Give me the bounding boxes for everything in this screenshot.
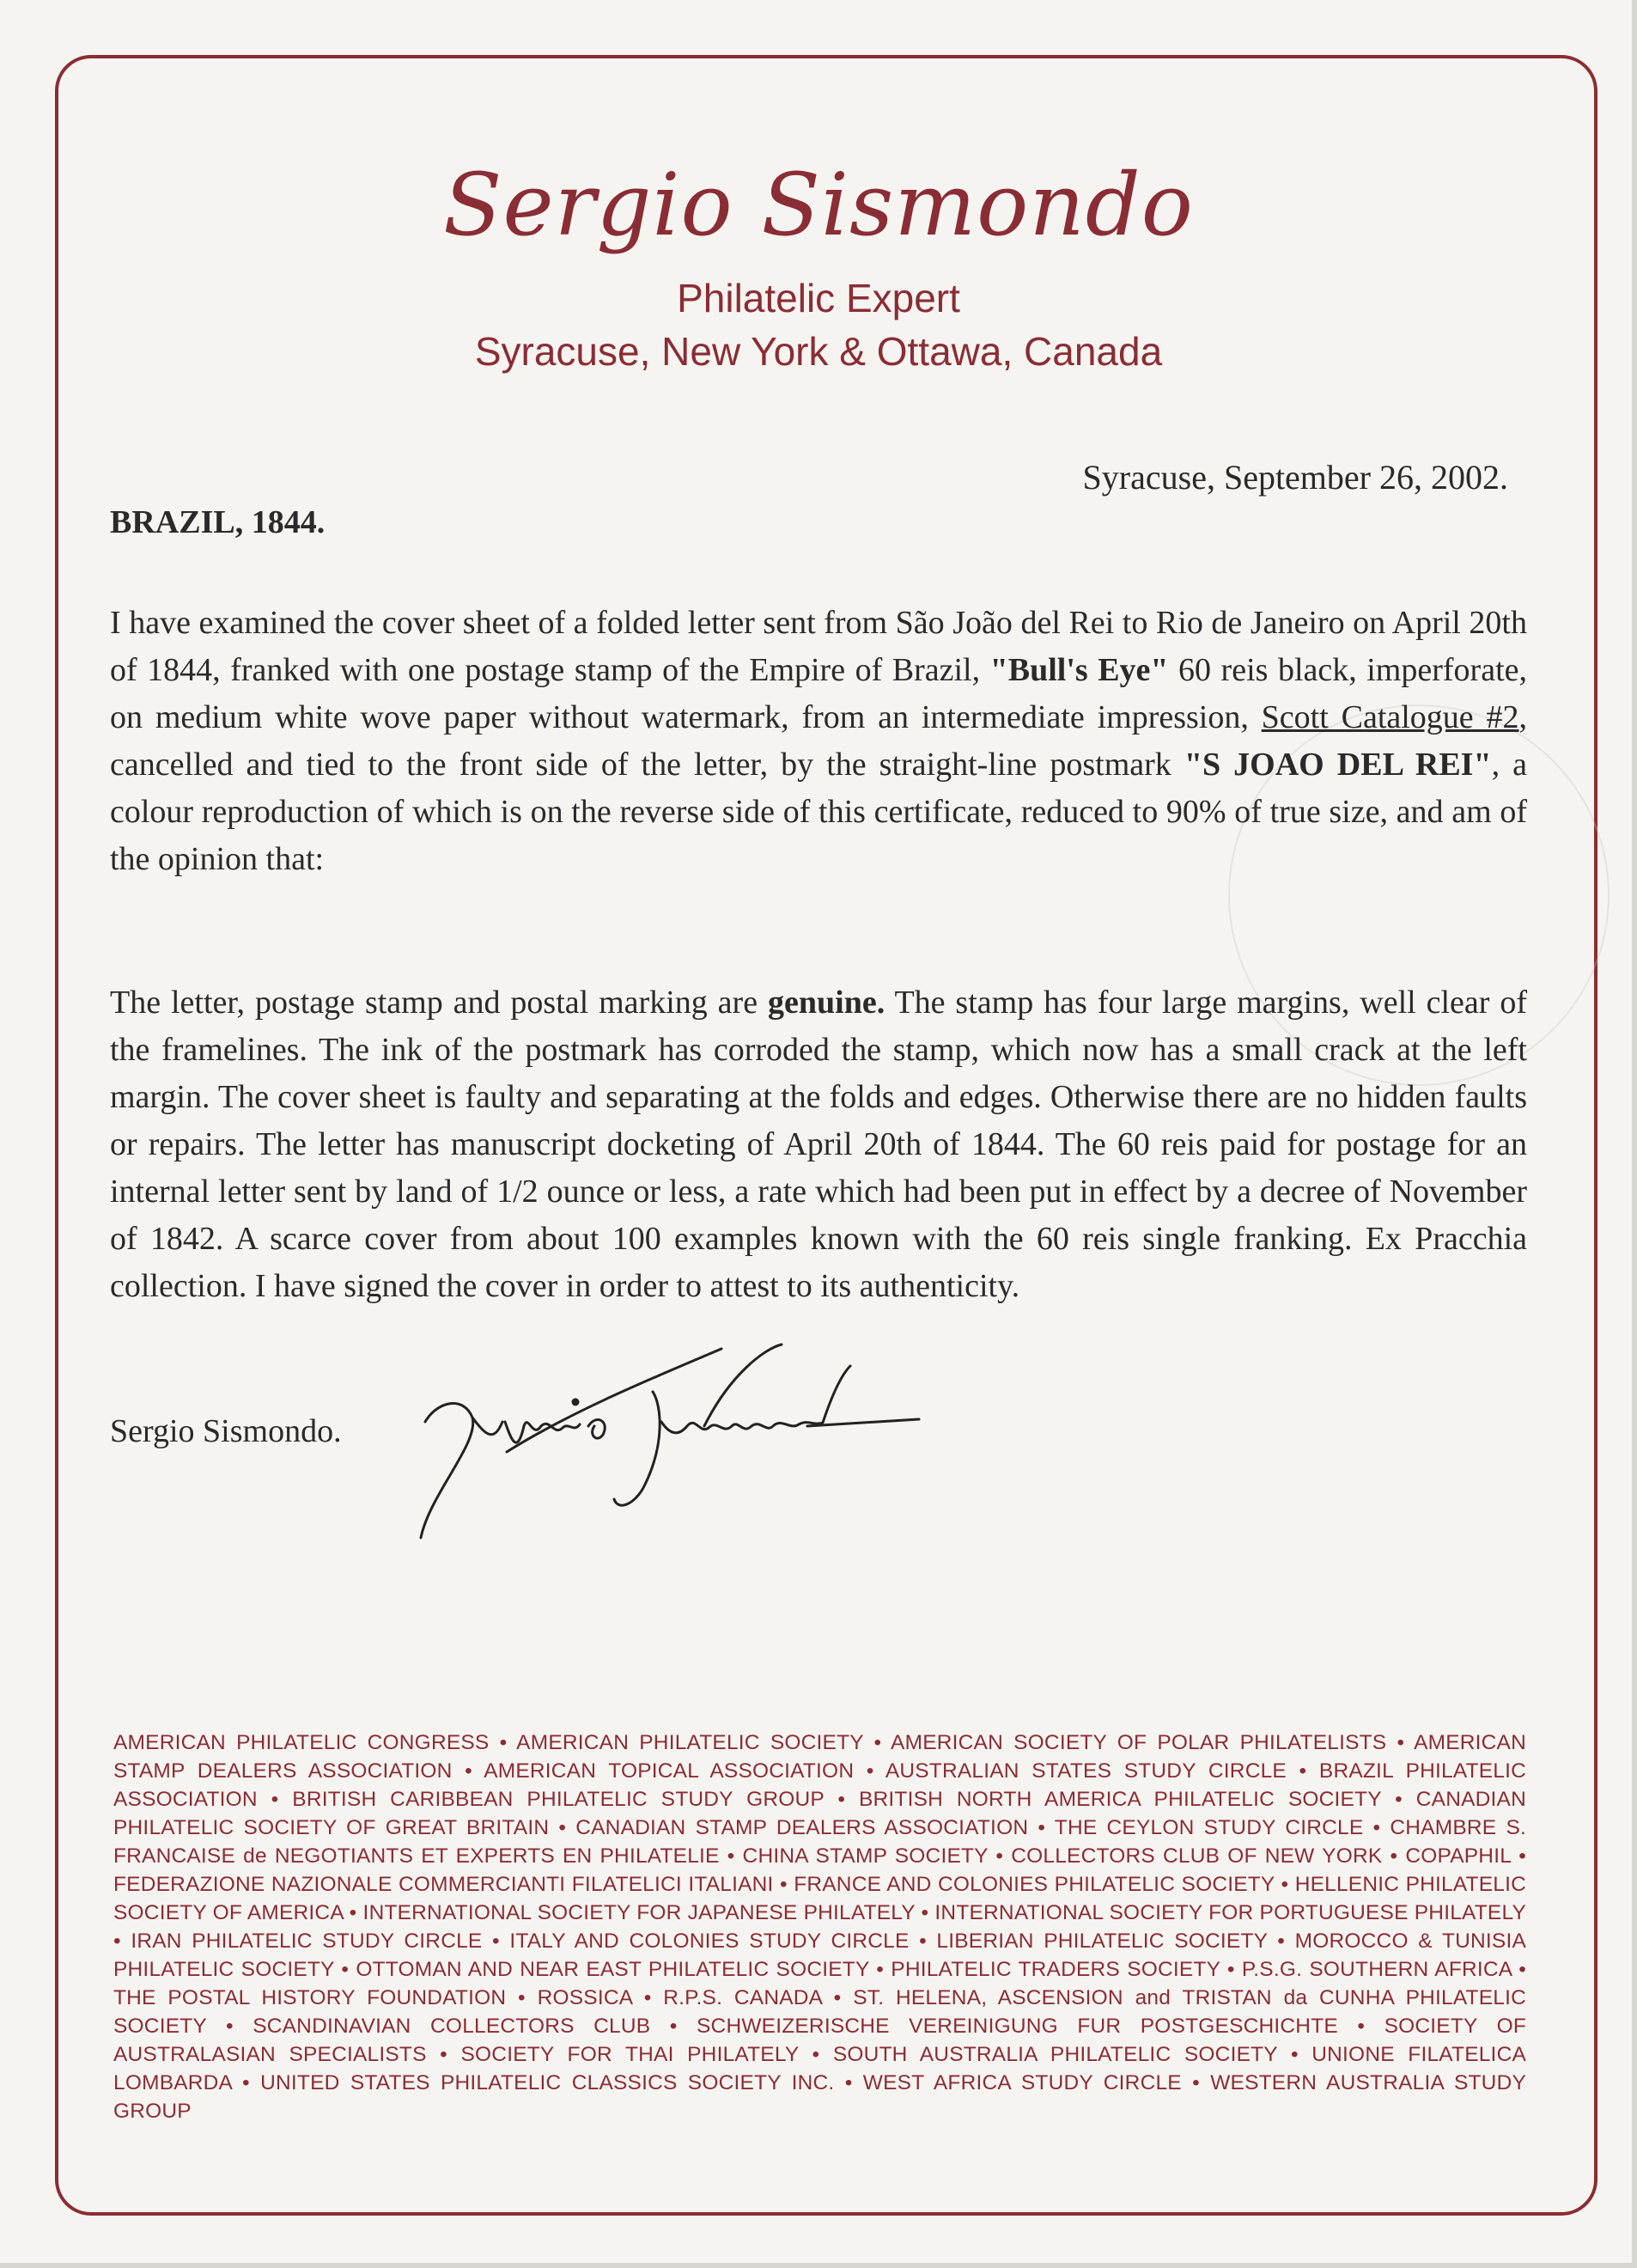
affiliations-list: AMERICAN PHILATELIC CONGRESS • AMERICAN PHILATELIC SOCIETY • AMERICAN SOCIETY OF POLAR PHILATELISTS • AMERICAN STAMP DEALERS ASSOCIATION • AMERICAN TOPICAL ASSOCIATION • AUSTRALIAN STATES STUDY CIRCLE • BRAZIL PHILATELIC ASSOCIATION • BRITISH CARIBBEAN PHILATELIC STUDY GROUP • BRITISH NORTH AMERICA PHILATELIC SOCIETY • CANADIAN PHILATELIC SOCIETY OF GREAT BRITAIN • CANADIAN STAMP DEALERS ASSOCIATION • THE CEYLON STUDY CIRCLE • CHAMBRE S. FRANCAISE de NEGOTIANTS ET EXPERTS EN PHILATELIE • CHINA STAMP SOCIETY • COLLECTORS CLUB OF NEW YORK • COPAPHIL • FEDERAZIONE NAZIONALE COMMERCIANTI FILATELICI ITALIANI • FRANCE AND COLONIES PHILATELIC SOCIETY • HELLENIC PHILATELIC SOCIETY OF AMERICA • INTERNATIONAL SOCIETY FOR JAPANESE PHILATELY • INTERNATIONAL SOCIETY FOR PORTUGUESE PHILATELY • IRAN PHILATELIC STUDY CIRCLE • ITALY AND COLONIES STUDY CIRCLE • LIBERIAN PHILATELIC SOCIETY • MOROCCO & TUNISIA PHILATELIC SOCIETY • OTTOMAN AND NEAR EAST PHILATELIC SOCIETY • PHILATELIC TRADERS SOCIETY • P.S.G. SOUTHERN AFRICA • THE POSTAL HISTORY FOUNDATION • ROSSICA • R.P.S. CANADA • ST. HELENA, ASCENSION and TRISTAN da CUNHA PHILATELIC SOCIETY • SCANDINAVIAN COLLECTORS CLUB • SCHWEIZERISCHE VEREINIGUNG FUR POSTGESCHICHTE • SOCIETY OF AUSTRALASIAN SPECIALISTS • SOCIETY FOR THAI PHILATELY • SOUTH AUSTRALIA PHILATELIC SOCIETY • UNIONE FILATELICA LOMBARDA • UNITED STATES PHILATELIC CLASSICS SOCIETY INC. • WEST AFRICA STUDY CIRCLE • WESTERN AUSTRALIA STUDY GROUP [113,1731,1526,2123]
letter-date: Syracuse, September 26, 2002. [1082,458,1508,497]
stamp-name: "Bull's Eye" [989,652,1169,688]
genuine-verdict: genuine. [768,985,885,1021]
letterhead-location: Syracuse, New York & Ottawa, Canada [474,329,1163,374]
letter-subject: BRAZIL, 1844. [110,504,326,540]
handwritten-signature [404,1340,971,1546]
letterhead-title: Philatelic Expert [677,276,960,320]
closing-name: Sergio Sismondo. [110,1413,342,1449]
letterhead-name: Sergio Sismondo [443,155,1194,255]
paragraph-examination: I have examined the cover sheet of a folded letter sent from São João del Rei to Rio de Janeiro on April 20th of 1844, franked with one postage stamp of the Empire of Brazil, "Bull's Eye" 60 reis black, imperforate, on medium white wove paper without watermark, from an intermediate impression, Scott Catalogue #2, cancelled and tied to the front side of the letter, by the straight-line postmark "S JOAO DEL REI", a colour reproduction of which is on the reverse side of this certificate, reduced to 90% of true size, and am of the opinion that: [110,605,1527,877]
postmark-name: "S JOAO DEL REI" [1184,747,1492,783]
paragraph-opinion: The letter, postage stamp and postal marking are genuine. The stamp has four large margins, well clear of the framelines. The ink of the postmark has corroded the stamp, which now has a small crack at the left margin. The cover sheet is faulty and separating at the folds and edges. Otherwise there are no hidden faults or repairs. The letter has manuscript docketing of April 20th of 1844. The 60 reis paid for postage for an internal letter sent by land of 1/2 ounce or less, a rate which had been put in effect by a decree of November of 1842. A scarce cover from about 100 examples known with the 60 reis single franking. Ex Pracchia collection. I have signed the cover in order to attest to its authenticity. [110,985,1527,1304]
catalogue-reference: Scott Catalogue #2 [1261,699,1519,735]
